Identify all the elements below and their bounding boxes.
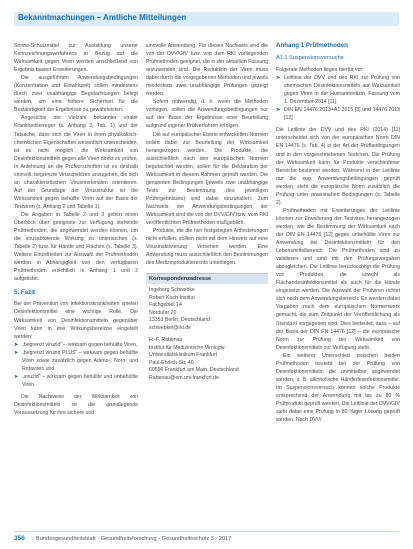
journal-citation: Bundesgesundheitsblatt - Gesundheitsforschung - Gesundheitsschutz 3 · 2017 [36, 536, 232, 542]
page-footer [14, 531, 399, 542]
bullet-list [276, 74, 400, 122]
list-item: ➤ „begrenzt viruzid“ – wirksam gegen behüllte Viren, [14, 341, 138, 348]
contact-line: Nordufer 20 [149, 309, 177, 316]
list-item: ➤ „begrenzt viruzid PLUS“ – wirksam gegen behüllte Viren sowie zusätzlich gegen Adeno-, Noro- und Rotaviren und [14, 349, 138, 372]
paragraph: Produkte, die die hier festgelegten Anforderungen nicht erfüllen, sollten nicht mit dem Hinweis auf eine Virusinaktivierung versehen werden. Eine Anwendung muss ausschließlich den Bestimmungen des Medizinprodukterechts unterliegen. [146, 228, 268, 267]
paragraph: Die Nachweise der Wirksamkeit von Desinfektionsmitteln ist die grundlegende Voraussetzung für ihre sichere und [14, 393, 138, 417]
column-right [276, 42, 400, 424]
contact-name: Ingeborg Schwebke [149, 287, 195, 294]
paragraph: Angesichts der Vielzahl bekannter viraler Krankheitserreger (s. Anhang 3, Tab. 1) und der Tatsache, dass sich die Viren in ihren physikalisch-chemischen Eigenschaften wesentlich unterscheiden, ist es nicht möglich, die Wirksamkeit von Desinfektionsmitteln gegen alle Viren direkt zu prüfen. In Anlehnung an die Prüfvorschriften ist es deshalb sinnvoll, begrenzte Virusspektren anzugeben, die sich an charakteristischen Virusmerkmalen orientieren. Auf der Grundlage der Virusstruktur ist die Wirksamkeit gegen behüllte Viren auf der Basis der Testviren (s. Anhang 2 und Tabelle 1). [14, 115, 138, 210]
page-number: 356 [14, 535, 25, 542]
arrow-bullet-icon: ➤ [14, 349, 19, 356]
paragraph: sinnvolle Anwendung. Für diesen Nachweis sind die von der DVV/GfV bzw. von dem RKI vorliegenden Prüfmethoden geeignet, die in der aktuellen Fassung anzuwenden sind. Die Reduktion der Viren muss dabei durch die vorgegebenen Methoden und jeweils mindestens zwei unabhängige Prüfungen gezeigt werden. [146, 43, 268, 98]
paragraph: Die Leitlinie der DVV und des RKI (2014) [11] unterscheidet sich von der europäischen Norm DIN EN 14476 (s. Tab. 4) in der Art der Prüfbedingungen und in den vorgeschriebenen Testviren. Die Prüfung der Wirksamkeit kann für Produkte verschiedener Bereiche bestimmt werden. Während in der Leitlinie nur die sog. Anwendungsbedingungen geprüft werden, sieht die europäische Norm zusätzlich die Prüfung unter praxisnahen Bedingungen (s. Tabelle 2). [276, 127, 400, 206]
arrow-bullet-icon: ➤ [14, 341, 19, 348]
bullet-list [14, 341, 138, 389]
column-middle [146, 42, 268, 384]
paragraph: Sonne-Schutzmittel zur Ausbildung unserer Kennzeichnungsverfahrens in Bezug auf die Wirksamkeit gegen Viren werden anschließend von Ergebnis basiert Erweiterungen. [14, 43, 138, 74]
contact-line: 60596 Frankfurt am Main, Deutschland [149, 367, 239, 374]
contact-email[interactable]: schwebkei@rki.de [149, 324, 192, 331]
appendix-subheading: A1.1 Suspensionsversuche [276, 55, 344, 61]
contact-line: Fachgebiet 14 [149, 302, 182, 309]
contact-email[interactable]: Rabenau@em.uni-frankfurt.de [149, 374, 219, 381]
contact-address-1 [146, 284, 268, 334]
arrow-bullet-icon: ➤ [276, 107, 281, 114]
list-item: ➤ DIN EN 14476:2013+A1:2015 [3] und 14476:2013 [12] [276, 107, 400, 122]
list-item: ➤ Leitlinie der DVV und des RKI zur Prüfung von chemischen Desinfektionsmitteln auf Wirksamkeit gegen Viren in der Humanmedizin, Fassung vom 1. Dezember 2014 [11] [276, 75, 400, 106]
section-title: Bekanntmachungen – Amtliche Mitteilungen [18, 13, 187, 22]
appendix-heading: Anhang 1 Prüfmethoden [276, 42, 348, 49]
list-item: ➤ „viruzid“ – wirksam gegen behüllte und unbehüllte Viren. [14, 373, 138, 388]
paragraph: Bei der Prävention von Infektionskrankheiten spielen Desinfektionsmittel eine wichtige Rolle. Die Wirksamkeit von Desinfektionsmitteln gegenüber Viren kann in drei Wirkungsbereiche eingeteilt werden: [14, 301, 138, 340]
contact-line: Paul-Ehrlich-Str. 40 [149, 359, 194, 366]
contact-name: H.-F. Rabenau [149, 337, 183, 344]
contact-line: 13353 Berlin, Deutschland [149, 317, 210, 324]
paragraph: Folgende Methoden liegen hierfür vor: [276, 67, 364, 74]
paragraph: Sofern notwendig, d. h. wenn die Methoden vorliegen, sollen die Anwendungsbedingungen nur auf der Basis der Ergebnisse einer Beurteilung aufgrund eigener Prüfverfahren erfolgen. [146, 99, 268, 130]
paragraph: Prüfmethoden mit Erweiterungen der Leitlinie können zur Erweiterung der Testviren herangezogen werden, wie die Bestimmung der Wirksamkeit nach der DIN EN 14476 [12] gegen unbehüllte Viren zur Anwendung bei Desinfektionsmitteln für den Lebensmittelbereich. Die Prüfmethoden sind zu validieren und sind mit den Prüfungsvorgaben abzugleichen. Die Leitlinie berücksichtigt die Prüfung von Produkten, die sowohl als Flächendesinfektionsmittel als auch für die Hände eingesetzt werden. Die Auswahl der Prüfviren richtet sich nach dem Anwendungsbereich. Es werden dabei Vorgaben nach dem europäischen Normenwerk gemacht, die zum Zeitpunkt der Veröffentlichung als Standard vorgegeben sind. Dies bedeutet, dass – auf der Basis der DIN EN 14476 [12] – die europäische Norm zur Prüfung der Wirksamkeit von Desinfektionsmitteln zur Verfügung steht. [276, 207, 400, 351]
paragraph: Ein weiterer Unterschied zwischen beiden Prüfmethoden besteht bei der Prüfung von Desinfektionsmitteln, die unmittelbar angewendet werden, z. B. alkoholische Händedesinfektionsmittel. Im Suspensionsversuch können solche Produkte entsprechend der Anwendung mit bis zu 80 % Prüfprodukt geprüft werden. Die Leitlinie der DVV/GfV sieht dabei eine Prüfung in 80 %iger Lösung geprüft werden. Nach DVV/ [276, 352, 400, 424]
correspondence-heading: Korrespondenzadresse [146, 274, 268, 284]
arrow-bullet-icon: ➤ [276, 75, 281, 82]
contact-line: Universitätsklinikum Frankfurt [149, 352, 218, 359]
section-header-bar [14, 12, 399, 26]
column-left [14, 42, 138, 417]
paragraph: Die Angaben in Tabelle 2 und 3 geben einen Überblick über geeignete zur Verfügung stehende Prüfmethoden, die angewendet werden können, um die virusabtötende Wirkung zu untersuchen (s. Tabelle 2) bzw. für Hände und Flächen (s. Tabelle 3). Weitere Einzelheiten zur Auswahl der Prüfmethoden werden in Abhängigkeit von den verfügbaren Prüfmethoden ersichtlich in Anhang 1 und 2 aufgelistet. [14, 211, 138, 283]
contact-line: Robert Koch-Institut [149, 294, 195, 301]
contact-address-2 [146, 334, 268, 384]
contact-line: Institut für Medizinische Virologie [149, 344, 225, 351]
section-heading-fazit: 5. Fazit [14, 289, 35, 297]
correspondence-box [146, 273, 268, 384]
arrow-bullet-icon: ➤ [14, 373, 19, 380]
paragraph: Die auf europäischer Ebene entwickelten Normen sollen dabei zur Beurteilung der Wirksamkeit herangezogen werden. Die Produkte, die ausschließlich nach den europäischen Normen begutachtet werden, sollen für die Deklaration der Wirksamkeit in diesem Rahmen geprüft werden. Die genannten Bedingungen (jeweils zwei unabhängige Tests zur Bestimmung des jeweiligen Prüfergebnisses) sind dabei einzuhalten. Zum Nachweis der Anwendungsbedingungen der Wirksamkeit sind die von der DVV/GfV bzw. vom RKI veröffentlichten Prüfmethoden maßgeblich. [146, 131, 268, 227]
paragraph: Die ausgeführten Anwendungsbedingungen (Konzentration und Einwirkzeit) sollen mindestens durch zwei unabhängige Begutachtungen belegt werden, um eine höhere Sicherheit für die Beständigkeit der Ergebnisse zu gewährleisten. [14, 75, 138, 114]
